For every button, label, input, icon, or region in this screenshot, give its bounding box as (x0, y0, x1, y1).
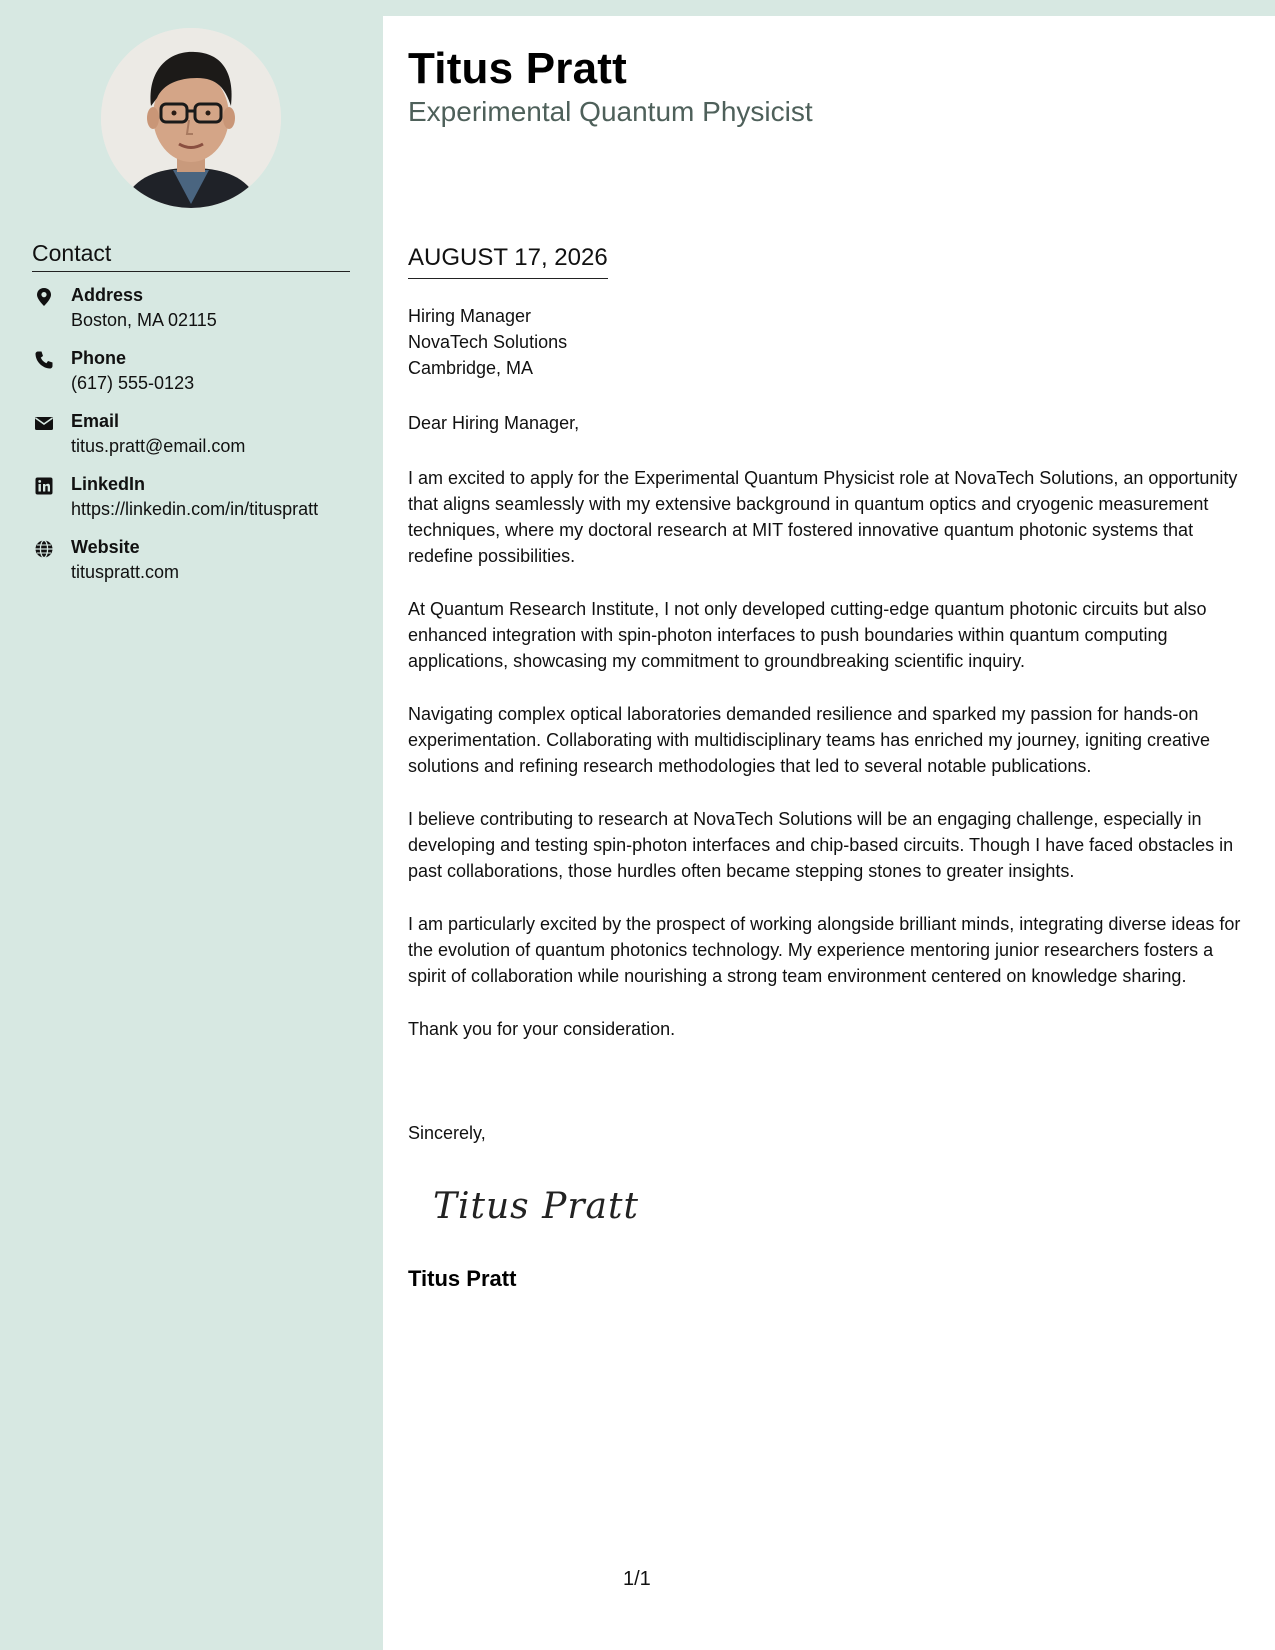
page-number: 1/1 (623, 1568, 651, 1590)
contact-label: Address (71, 285, 144, 305)
contact-value: Boston, MA 02115 (71, 310, 217, 330)
portrait-image (101, 28, 281, 208)
job-title: Experimental Quantum Physicist (408, 96, 813, 127)
contact-label: Website (71, 537, 140, 557)
closing: Sincerely, (408, 1123, 486, 1143)
linkedin-icon (34, 476, 54, 496)
letter-main (383, 16, 1275, 1650)
signature (433, 1186, 673, 1256)
contact-list (32, 285, 362, 600)
profile-photo (101, 28, 281, 208)
applicant-name: Titus Pratt (408, 44, 627, 93)
paragraph: I am excited to apply for the Experimental Quantum Physicist role at NovaTech Solutions, an opportunity that aligns seamlessly with my extensive background in quantum optics and cryogenic measurement techniques, where my doctoral research at MIT fostered innovative quantum photonic systems that redefine possibilities. (408, 468, 1238, 566)
sidebar (0, 0, 383, 1650)
contact-label: Phone (71, 348, 127, 368)
signed-name: Titus Pratt (408, 1266, 517, 1291)
paragraph: At Quantum Research Institute, I not only developed cutting-edge quantum photonic circuits but also enhanced integration with spin-photon interfaces to push boundaries within quantum computing applications, showcasing my commitment to groundbreaking scientific inquiry. (408, 599, 1207, 671)
recipient-line: Hiring Manager (408, 306, 532, 326)
recipient-line: NovaTech Solutions (408, 332, 568, 352)
phone-icon (34, 350, 54, 370)
recipient-line: Cambridge, MA (408, 358, 534, 378)
contact-email (32, 411, 362, 474)
paragraph: Navigating complex optical laboratories demanded resilience and sparked my passion for hands-on experimentation. Collaborating with multidisciplinary teams has enriched my journey, igniting creative solutions and refining research methodologies that led to several notable publications. (408, 704, 1211, 776)
contact-value: titus.pratt@email.com (71, 436, 246, 456)
contact-label: Email (71, 411, 120, 431)
contact-value: (617) 555-0123 (71, 373, 195, 393)
contact-linkedin (32, 474, 362, 537)
contact-heading: Contact (32, 240, 350, 272)
paragraph: I believe contributing to research at NovaTech Solutions will be an engaging challenge, especially in developing and testing spin-photon interfaces and chip-based circuits. Though I have faced obstacles in past collaborations, those hurdles often became stepping stones to greater insights. (408, 809, 1234, 881)
signature-text: Titus Pratt (433, 1186, 639, 1227)
contact-value: https://linkedin.com/in/tituspratt (71, 499, 319, 519)
contact-label: LinkedIn (71, 474, 146, 494)
contact-phone (32, 348, 362, 411)
contact-address (32, 285, 362, 348)
recipient-block (408, 303, 567, 381)
paragraph: Thank you for your consideration. (408, 1019, 676, 1039)
paragraph: I am particularly excited by the prospect of working alongside brilliant minds, integrating diverse ideas for the evolution of quantum photonics technology. My experience mentoring junior researchers fosters a spirit of collaboration while nourishing a strong team environment centered on knowledge sharing. (408, 914, 1241, 986)
greeting: Dear Hiring Manager, (408, 413, 580, 433)
letter-date: AUGUST 17, 2026 (408, 244, 608, 279)
globe-icon (34, 539, 54, 559)
contact-website (32, 537, 362, 600)
letter-body (408, 465, 1250, 1069)
map-pin-icon (34, 287, 54, 307)
contact-value: tituspratt.com (71, 562, 180, 582)
envelope-icon (34, 413, 54, 433)
